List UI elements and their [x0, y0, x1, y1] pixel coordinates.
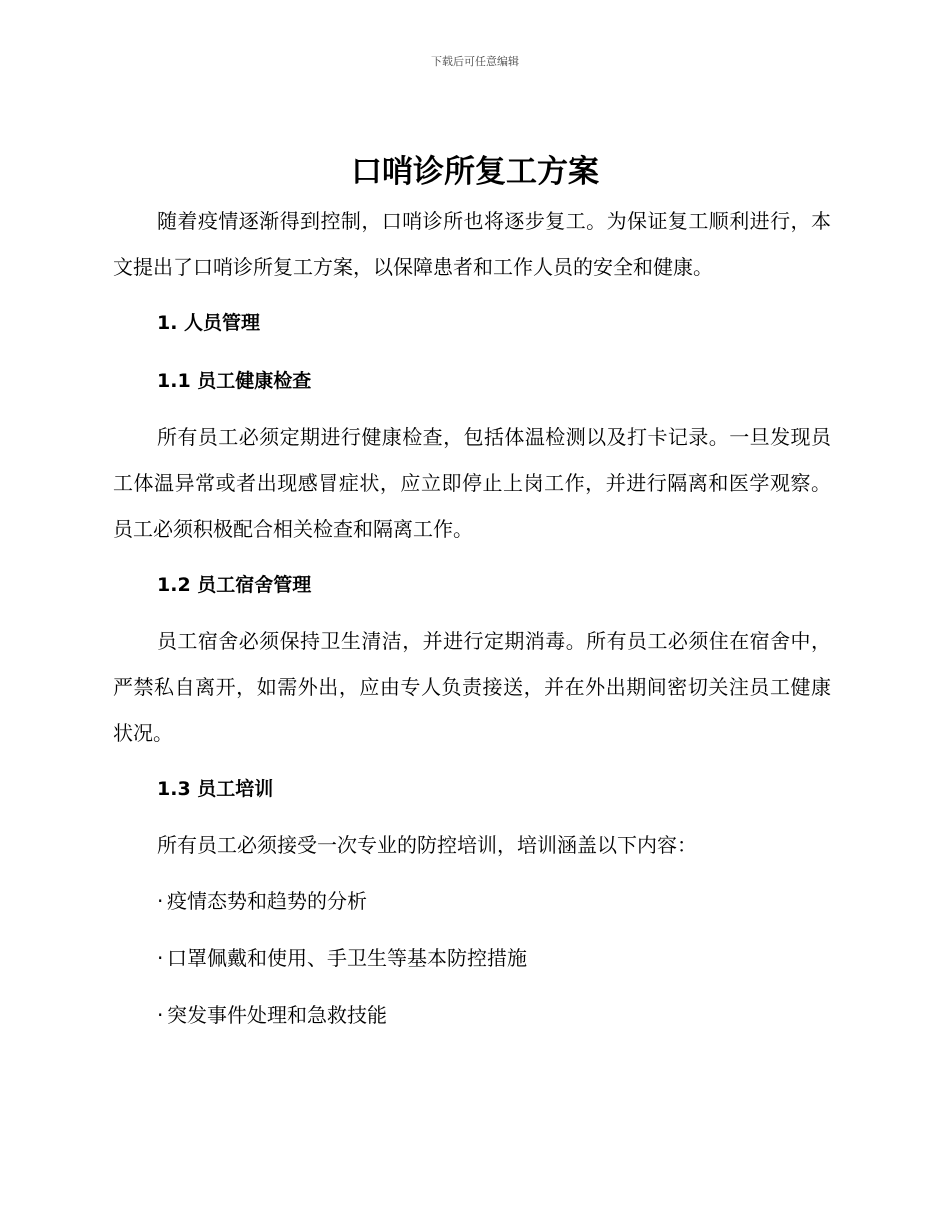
page-header: 下载后可任意编辑 — [431, 55, 519, 68]
document-title: 口哨诊所复工方案 — [351, 154, 599, 190]
section-heading-1-1: 1.1 员工健康检查 — [157, 370, 312, 392]
document-body — [113, 198, 831, 1028]
bullet-marker: · — [157, 889, 164, 913]
intro-paragraph: 随着疫情逐渐得到控制，口哨诊所也将逐步复工。为保证复工顺利进行，本文提出了口哨诊所复工方案，以保障患者和工作人员的安全和健康。 — [113, 209, 831, 279]
section-heading-1: 1. 人员管理 — [157, 312, 261, 334]
bullet-marker: · — [157, 946, 164, 970]
bullet-marker: · — [157, 1003, 164, 1027]
section-heading-1-2: 1.2 员工宿舍管理 — [157, 574, 312, 596]
list-item-text: 口罩佩戴和使用、手卫生等基本防控措施 — [167, 946, 527, 970]
list-item — [113, 888, 831, 914]
list-item — [113, 1002, 831, 1028]
list-item-text: 突发事件处理和急救技能 — [167, 1003, 387, 1027]
list-item — [113, 945, 831, 971]
list-item-text: 疫情态势和趋势的分析 — [167, 889, 367, 913]
section-1-2-paragraph: 员工宿舍必须保持卫生清洁，并进行定期消毒。所有员工必须住在宿舍中，严禁私自离开，如需外出，应由专人负责接送，并在外出期间密切关注员工健康状况。 — [113, 629, 831, 745]
section-1-1-paragraph: 所有员工必须定期进行健康检查，包括体温检测以及打卡记录。一旦发现员工体温异常或者出现感冒症状，应立即停止上岗工作，并进行隔离和医学观察。员工必须积极配合相关检查和隔离工作。 — [113, 425, 831, 541]
section-1-3-paragraph: 所有员工必须接受一次专业的防控培训，培训涵盖以下内容： — [157, 833, 697, 857]
section-heading-1-3: 1.3 员工培训 — [157, 778, 274, 800]
